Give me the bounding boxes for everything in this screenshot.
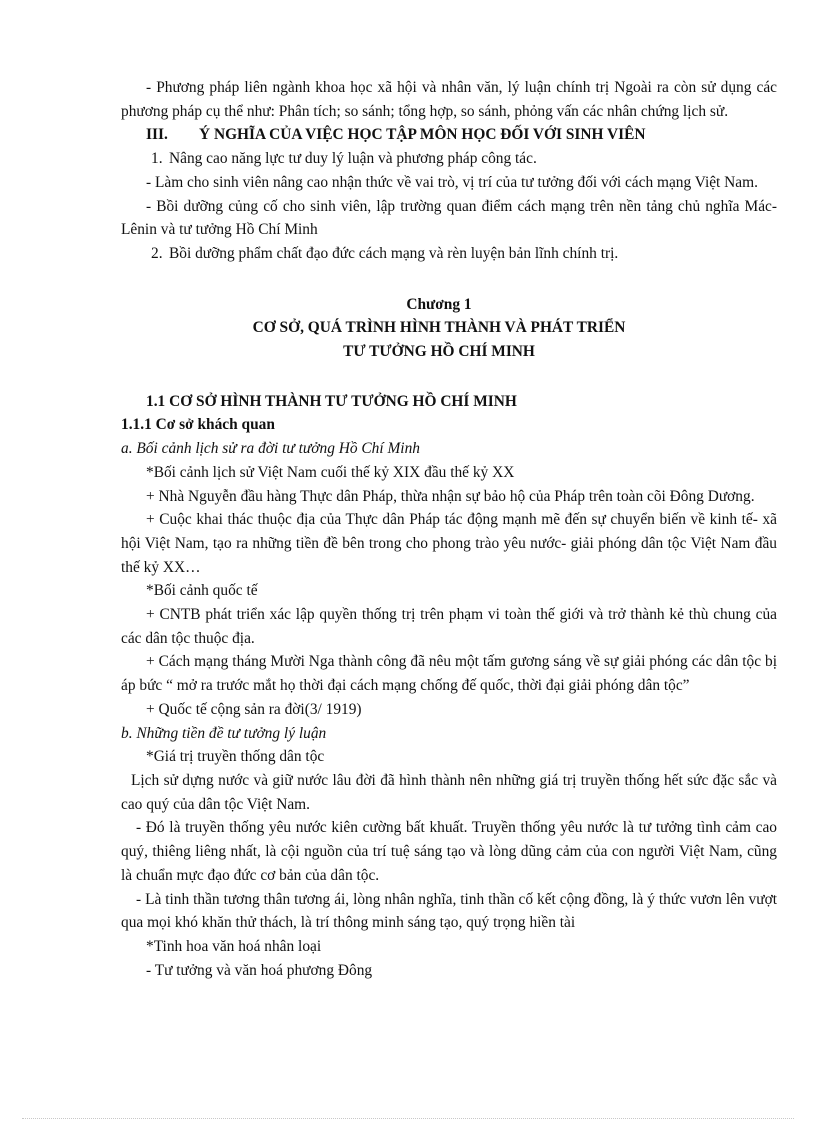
paragraph-intl-context: *Bối cảnh quốc tế <box>146 582 258 600</box>
chapter-label: Chương 1 <box>406 295 472 313</box>
paragraph-october-revolution: + Cách mạng tháng Mười Nga thành công đã nêu một tấm gương sáng về sự giải phóng các dân tộc bị áp bức “ mở ra trước mắt họ thời đại cách mạng chống đế quốc, thời đại giải phóng dân tộc” <box>121 653 777 695</box>
paragraph-awareness: - Làm cho sinh viên nâng cao nhận thức về vai trò, vị trí của tư tưởng đối với cách mạng Việt Nam. <box>146 173 758 191</box>
chapter-title-line-1: CƠ SỞ, QUÁ TRÌNH HÌNH THÀNH VÀ PHÁT TRIỂN <box>252 319 626 337</box>
paragraph-eastern-thought: - Tư tưởng và văn hoá phương Đông <box>146 961 373 979</box>
paragraph-solidarity: - Là tinh thần tương thân tương ái, lòng nhân nghĩa, tinh thần cố kết cộng đồng, là ý thức vươn lên vượt qua mọi khó khăn thử thách, là trí thông minh sáng tạo, quý trọng hiền tài <box>121 890 777 932</box>
section-heading-iii <box>121 123 777 147</box>
page-body <box>121 76 777 982</box>
section-number: III. <box>146 126 168 144</box>
paragraph-comintern: + Quốc tế cộng sản ra đời(3/ 1919) <box>146 700 362 718</box>
paragraph-patriotism: - Đó là truyền thống yêu nước kiên cường bất khuất. Truyền thống yêu nước là tư tưởng tình cảm cao quý, thiêng liêng nhất, là cội nguồn của trí tuệ sáng tạo và lòng dũng cảm của con người Việt Nam, cũng là chuẩn mực đạo đức cơ bản của dân tộc. <box>121 819 777 884</box>
item-number: 1. <box>151 150 163 168</box>
paragraph-human-culture: *Tinh hoa văn hoá nhân loại <box>146 937 322 955</box>
item-text: Nâng cao năng lực tư duy lý luận và phương pháp công tác. <box>169 150 537 168</box>
subheading-b: b. Những tiền đề tư tưởng lý luận <box>121 724 327 742</box>
paragraph-foster: - Bồi dưỡng củng cố cho sinh viên, lập trường quan điểm cách mạng trên nền tảng chủ nghĩa Mác- Lênin và tư tưởng Hồ Chí Minh <box>121 197 777 239</box>
paragraph-methods: - Phương pháp liên ngành khoa học xã hội và nhân văn, lý luận chính trị Ngoài ra còn sử dụng các phương pháp cụ thể như: Phân tích; so sánh; tổng hợp, so sánh, phỏng vấn các nhân chứng lịch sử. <box>121 79 777 120</box>
numbered-item-2 <box>121 242 777 266</box>
spacer <box>121 364 777 384</box>
paragraph-exploitation: + Cuộc khai thác thuộc địa của Thực dân Pháp tác động mạnh mẽ đến sự chuyển biến về kinh tế- xã hội Việt Nam, tạo ra những tiền đề bên trong cho phong trào yêu nước- giải phóng dân tộc Việt Nam đầu thế kỷ XX… <box>121 511 777 576</box>
item-number: 2. <box>151 244 163 262</box>
paragraph-cntb: + CNTB phát triển xác lập quyền thống trị trên phạm vi toàn thế giới và trở thành kẻ thù chung của các dân tộc thuộc địa. <box>121 606 777 647</box>
chapter-title-line-2: TƯ TƯỞNG HỒ CHÍ MINH <box>343 343 535 361</box>
section-title: Ý NGHĨA CỦA VIỆC HỌC TẬP MÔN HỌC ĐỐI VỚI SINH VIÊN <box>199 126 646 144</box>
paragraph-vn-context: *Bối cảnh lịch sử Việt Nam cuối thế kỷ XIX đầu thế kỷ XX <box>146 463 515 481</box>
paragraph-traditional-values: *Giá trị truyền thống dân tộc <box>146 748 325 766</box>
paragraph-nguyen: + Nhà Nguyễn đầu hàng Thực dân Pháp, thừa nhận sự bảo hộ của Pháp trên toàn cõi Đông Dương. <box>146 487 755 505</box>
paragraph-history: Lịch sử dựng nước và giữ nước lâu đời đã hình thành nên những giá trị truyền thống hết sức đặc sắc và cao quý của dân tộc Việt Nam. <box>121 771 777 813</box>
subheading-a: a. Bối cảnh lịch sử ra đời tư tưởng Hồ Chí Minh <box>121 440 420 458</box>
numbered-item-1 <box>121 147 777 171</box>
heading-1-1: 1.1 CƠ SỞ HÌNH THÀNH TƯ TƯỞNG HỒ CHÍ MINH <box>146 392 517 410</box>
page-bottom-border <box>22 1118 794 1119</box>
heading-1-1-1: 1.1.1 Cơ sở khách quan <box>121 416 275 434</box>
spacer <box>121 266 777 289</box>
item-text: Bồi dưỡng phẩm chất đạo đức cách mạng và rèn luyện bản lĩnh chính trị. <box>169 244 619 262</box>
